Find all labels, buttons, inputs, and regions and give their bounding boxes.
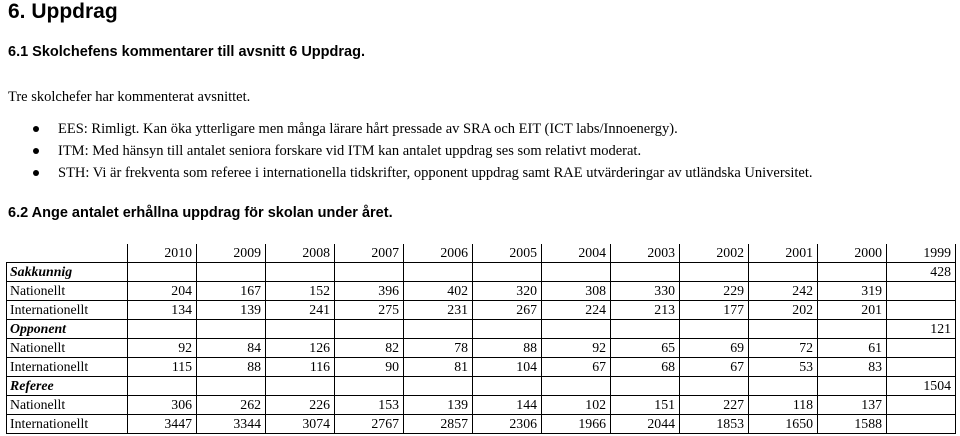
value-cell: 82 — [335, 339, 404, 358]
value-cell: 151 — [611, 396, 680, 415]
value-cell — [128, 320, 197, 339]
value-cell: 330 — [611, 282, 680, 301]
value-cell — [887, 358, 956, 377]
value-cell — [197, 320, 266, 339]
value-cell: 61 — [818, 339, 887, 358]
value-cell: 139 — [404, 396, 473, 415]
value-cell: 68 — [611, 358, 680, 377]
comment-item — [0, 162, 812, 184]
value-cell — [611, 320, 680, 339]
value-cell: 320 — [473, 282, 542, 301]
comment-school: STH — [58, 165, 86, 181]
value-cell: 227 — [680, 396, 749, 415]
value-cell: 231 — [404, 301, 473, 320]
value-cell — [404, 263, 473, 282]
comment-list — [0, 118, 812, 184]
value-cell — [887, 282, 956, 301]
comment-text: : Vi är frekventa som referee i internationella tidskrifter, opponent uppdrag samt RAE utvärderingar av utländska Universitet. — [85, 165, 813, 181]
value-cell — [266, 377, 335, 396]
table-row — [7, 358, 956, 377]
value-cell: 137 — [818, 396, 887, 415]
row-label-cell: Referee — [7, 377, 128, 396]
section-2-title: 6.2 Ange antalet erhållna uppdrag för skolan under året. — [8, 205, 393, 221]
comment-text: : Med hänsyn till antalet seniora forskare vid ITM kan antalet uppdrag ses som relativt moderat. — [84, 143, 642, 159]
value-cell: 177 — [680, 301, 749, 320]
year-header-cell: 2001 — [749, 244, 818, 263]
table-row — [7, 301, 956, 320]
year-header-cell: 2006 — [404, 244, 473, 263]
value-cell — [542, 377, 611, 396]
value-cell: 67 — [542, 358, 611, 377]
value-cell — [611, 263, 680, 282]
value-cell: 306 — [128, 396, 197, 415]
value-cell: 116 — [266, 358, 335, 377]
row-label-cell: Sakkunnig — [7, 263, 128, 282]
comment-school: ITM — [58, 143, 85, 159]
row-label-cell: Internationellt — [7, 301, 128, 320]
value-cell: 67 — [680, 358, 749, 377]
value-cell — [335, 263, 404, 282]
value-cell: 2306 — [473, 415, 542, 434]
value-cell: 3344 — [197, 415, 266, 434]
bullet-icon — [33, 126, 39, 132]
value-cell: 69 — [680, 339, 749, 358]
value-cell — [128, 263, 197, 282]
value-cell: 102 — [542, 396, 611, 415]
value-cell: 242 — [749, 282, 818, 301]
value-cell: 204 — [128, 282, 197, 301]
value-cell — [473, 320, 542, 339]
value-cell — [887, 339, 956, 358]
year-header-cell: 2009 — [197, 244, 266, 263]
value-cell: 262 — [197, 396, 266, 415]
value-cell — [749, 320, 818, 339]
value-cell — [818, 377, 887, 396]
value-cell: 92 — [128, 339, 197, 358]
value-cell: 229 — [680, 282, 749, 301]
row-label-cell: Nationellt — [7, 396, 128, 415]
value-cell: 53 — [749, 358, 818, 377]
value-cell: 226 — [266, 396, 335, 415]
value-cell: 201 — [818, 301, 887, 320]
value-cell: 65 — [611, 339, 680, 358]
comment-item — [0, 140, 812, 162]
value-cell — [680, 377, 749, 396]
year-header-cell: 2010 — [128, 244, 197, 263]
assignments-table — [6, 244, 956, 434]
value-cell: 81 — [404, 358, 473, 377]
value-cell: 308 — [542, 282, 611, 301]
value-cell: 118 — [749, 396, 818, 415]
table-row — [7, 415, 956, 434]
year-header-cell: 2008 — [266, 244, 335, 263]
value-cell: 126 — [266, 339, 335, 358]
value-cell: 84 — [197, 339, 266, 358]
value-cell: 224 — [542, 301, 611, 320]
value-cell: 88 — [197, 358, 266, 377]
comment-item — [0, 118, 812, 140]
value-cell — [128, 377, 197, 396]
value-cell — [197, 377, 266, 396]
value-cell: 402 — [404, 282, 473, 301]
value-cell: 213 — [611, 301, 680, 320]
value-cell: 167 — [197, 282, 266, 301]
value-cell: 1966 — [542, 415, 611, 434]
value-cell: 3447 — [128, 415, 197, 434]
table-section-row — [7, 377, 956, 396]
value-cell — [749, 377, 818, 396]
year-header-cell: 1999 — [887, 244, 956, 263]
value-cell: 2857 — [404, 415, 473, 434]
row-label-cell: Nationellt — [7, 282, 128, 301]
value-cell: 396 — [335, 282, 404, 301]
header-corner-cell — [7, 244, 128, 263]
value-cell: 1853 — [680, 415, 749, 434]
value-cell: 88 — [473, 339, 542, 358]
table-section-row — [7, 263, 956, 282]
value-cell: 139 — [197, 301, 266, 320]
value-cell: 1588 — [818, 415, 887, 434]
value-cell: 115 — [128, 358, 197, 377]
value-cell: 202 — [749, 301, 818, 320]
year-header-cell: 2000 — [818, 244, 887, 263]
value-cell — [818, 263, 887, 282]
year-header-cell: 2005 — [473, 244, 542, 263]
bullet-icon — [33, 170, 39, 176]
value-cell — [611, 377, 680, 396]
value-cell — [887, 415, 956, 434]
value-cell: 121 — [887, 320, 956, 339]
value-cell — [680, 320, 749, 339]
value-cell: 90 — [335, 358, 404, 377]
table-row — [7, 282, 956, 301]
value-cell — [335, 320, 404, 339]
value-cell: 144 — [473, 396, 542, 415]
row-label-cell: Internationellt — [7, 415, 128, 434]
year-header-cell: 2007 — [335, 244, 404, 263]
value-cell — [542, 320, 611, 339]
value-cell — [473, 377, 542, 396]
value-cell: 152 — [266, 282, 335, 301]
value-cell — [542, 263, 611, 282]
value-cell — [887, 396, 956, 415]
comment-text: : Rimligt. Kan öka ytterligare men många lärare hårt pressade av SRA och EIT (ICT labs/Innoenergy). — [83, 121, 678, 137]
value-cell: 2767 — [335, 415, 404, 434]
value-cell: 2044 — [611, 415, 680, 434]
value-cell: 134 — [128, 301, 197, 320]
section-1-title: 6.1 Skolchefens kommentarer till avsnitt 6 Uppdrag. — [8, 44, 365, 60]
page-heading: 6. Uppdrag — [8, 0, 118, 23]
value-cell — [197, 263, 266, 282]
value-cell: 428 — [887, 263, 956, 282]
value-cell: 241 — [266, 301, 335, 320]
value-cell: 83 — [818, 358, 887, 377]
year-header-cell: 2004 — [542, 244, 611, 263]
row-label-cell: Internationellt — [7, 358, 128, 377]
bullet-icon — [33, 148, 39, 154]
value-cell — [404, 320, 473, 339]
value-cell — [266, 320, 335, 339]
value-cell — [266, 263, 335, 282]
value-cell: 92 — [542, 339, 611, 358]
value-cell — [404, 377, 473, 396]
value-cell — [335, 377, 404, 396]
value-cell: 267 — [473, 301, 542, 320]
row-label-cell: Nationellt — [7, 339, 128, 358]
value-cell: 104 — [473, 358, 542, 377]
year-header-cell: 2002 — [680, 244, 749, 263]
year-header-cell: 2003 — [611, 244, 680, 263]
value-cell: 78 — [404, 339, 473, 358]
value-cell — [749, 263, 818, 282]
value-cell: 72 — [749, 339, 818, 358]
value-cell — [473, 263, 542, 282]
value-cell: 319 — [818, 282, 887, 301]
table-row — [7, 396, 956, 415]
value-cell: 153 — [335, 396, 404, 415]
table-section-row — [7, 320, 956, 339]
value-cell: 3074 — [266, 415, 335, 434]
value-cell: 1650 — [749, 415, 818, 434]
value-cell: 1504 — [887, 377, 956, 396]
row-label-cell: Opponent — [7, 320, 128, 339]
intro-text: Tre skolchefer har kommenterat avsnittet. — [8, 89, 251, 105]
value-cell — [818, 320, 887, 339]
header-row — [7, 244, 956, 263]
comment-school: EES — [58, 121, 84, 137]
table-row — [7, 339, 956, 358]
value-cell — [680, 263, 749, 282]
value-cell: 275 — [335, 301, 404, 320]
table-body — [7, 244, 956, 434]
value-cell — [887, 301, 956, 320]
